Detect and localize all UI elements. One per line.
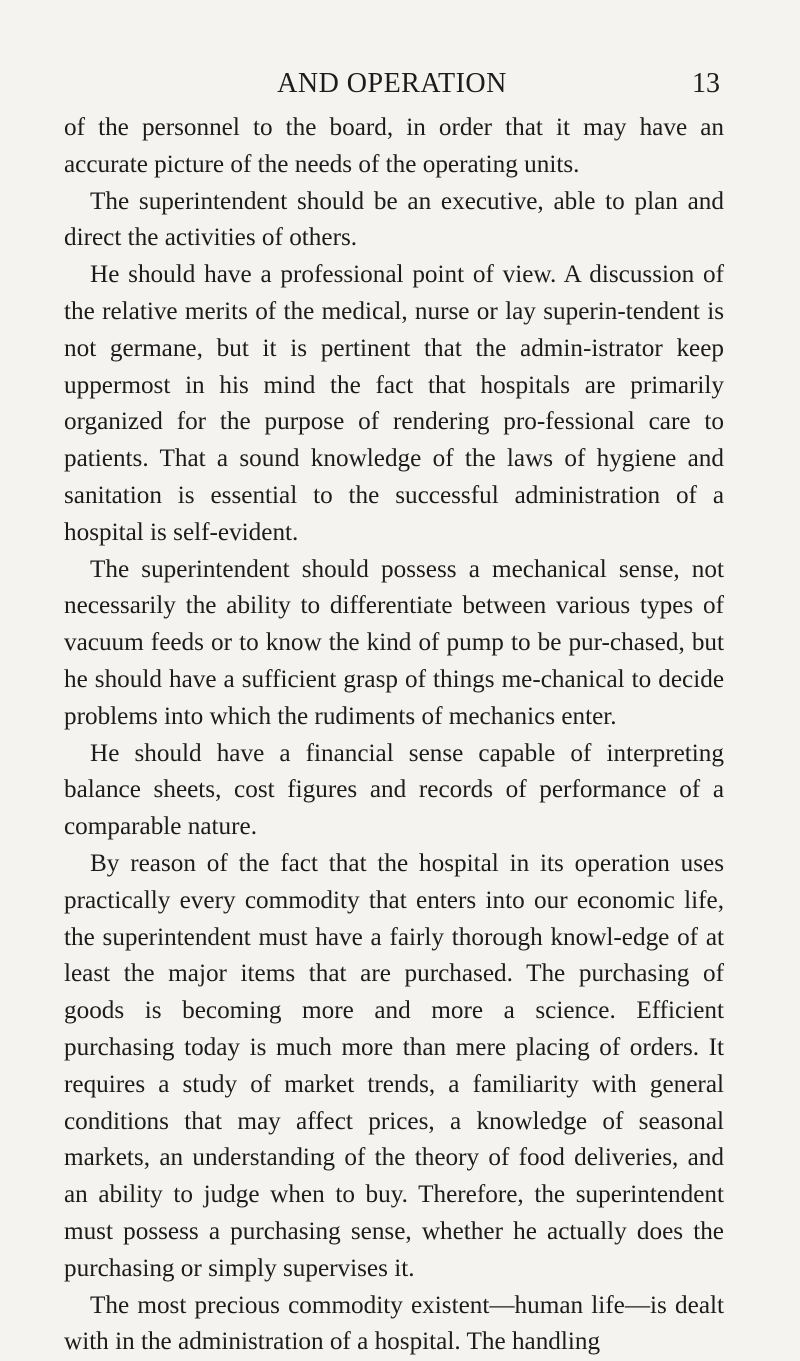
running-head	[64, 64, 720, 104]
paragraph-purchasing: By reason of the fact that the hospital in its operation uses practically every commodity that enters into our economic life, the superintendent must have a fairly thorough knowl-edge of at least the major items that are purchased. The purchasing of goods is becoming more and more a science. Efficient purchasing today is much more than mere placing of orders. It requires a study of market trends, a familiarity with general conditions that may affect prices, a knowledge of seasonal markets, an understanding of the theory of food deliveries, and an ability to judge when to buy. Therefore, the superintendent must possess a purchasing sense, whether he actually does the purchasing or simply supervises it.	[64, 846, 724, 1288]
body-text	[64, 110, 724, 1361]
paragraph-professional: He should have a professional point of view. A discussion of the relative merits of the medical, nurse or lay superin-tendent is not germane, but it is pertinent that the admin-istrator keep uppermost in his mind the fact that hospitals are primarily organized for the purpose of rendering pro-fessional care to patients. That a sound knowledge of the laws of hygiene and sanitation is essential to the successful administration of a hospital is self-evident.	[64, 257, 724, 551]
paragraph-continuation: of the personnel to the board, in order that it may have an accurate picture of the needs of the operating units.	[64, 110, 724, 184]
paragraph-executive: The superintendent should be an executive, able to plan and direct the activities of others.	[64, 184, 724, 258]
paragraph-human-life: The most precious commodity existent—human life—is dealt with in the administration of a hospital. The handling	[64, 1288, 724, 1361]
page-number: 13	[692, 64, 720, 104]
running-title: AND OPERATION	[64, 64, 720, 104]
paragraph-financial: He should have a financial sense capable of interpreting balance sheets, cost figures and records of performance of a comparable nature.	[64, 736, 724, 846]
paragraph-mechanical: The superintendent should possess a mechanical sense, not necessarily the ability to differentiate between various types of vacuum feeds or to know the kind of pump to be pur-chased, but he should have a sufficient grasp of things me-chanical to decide problems into which the rudiments of mechanics enter.	[64, 552, 724, 736]
